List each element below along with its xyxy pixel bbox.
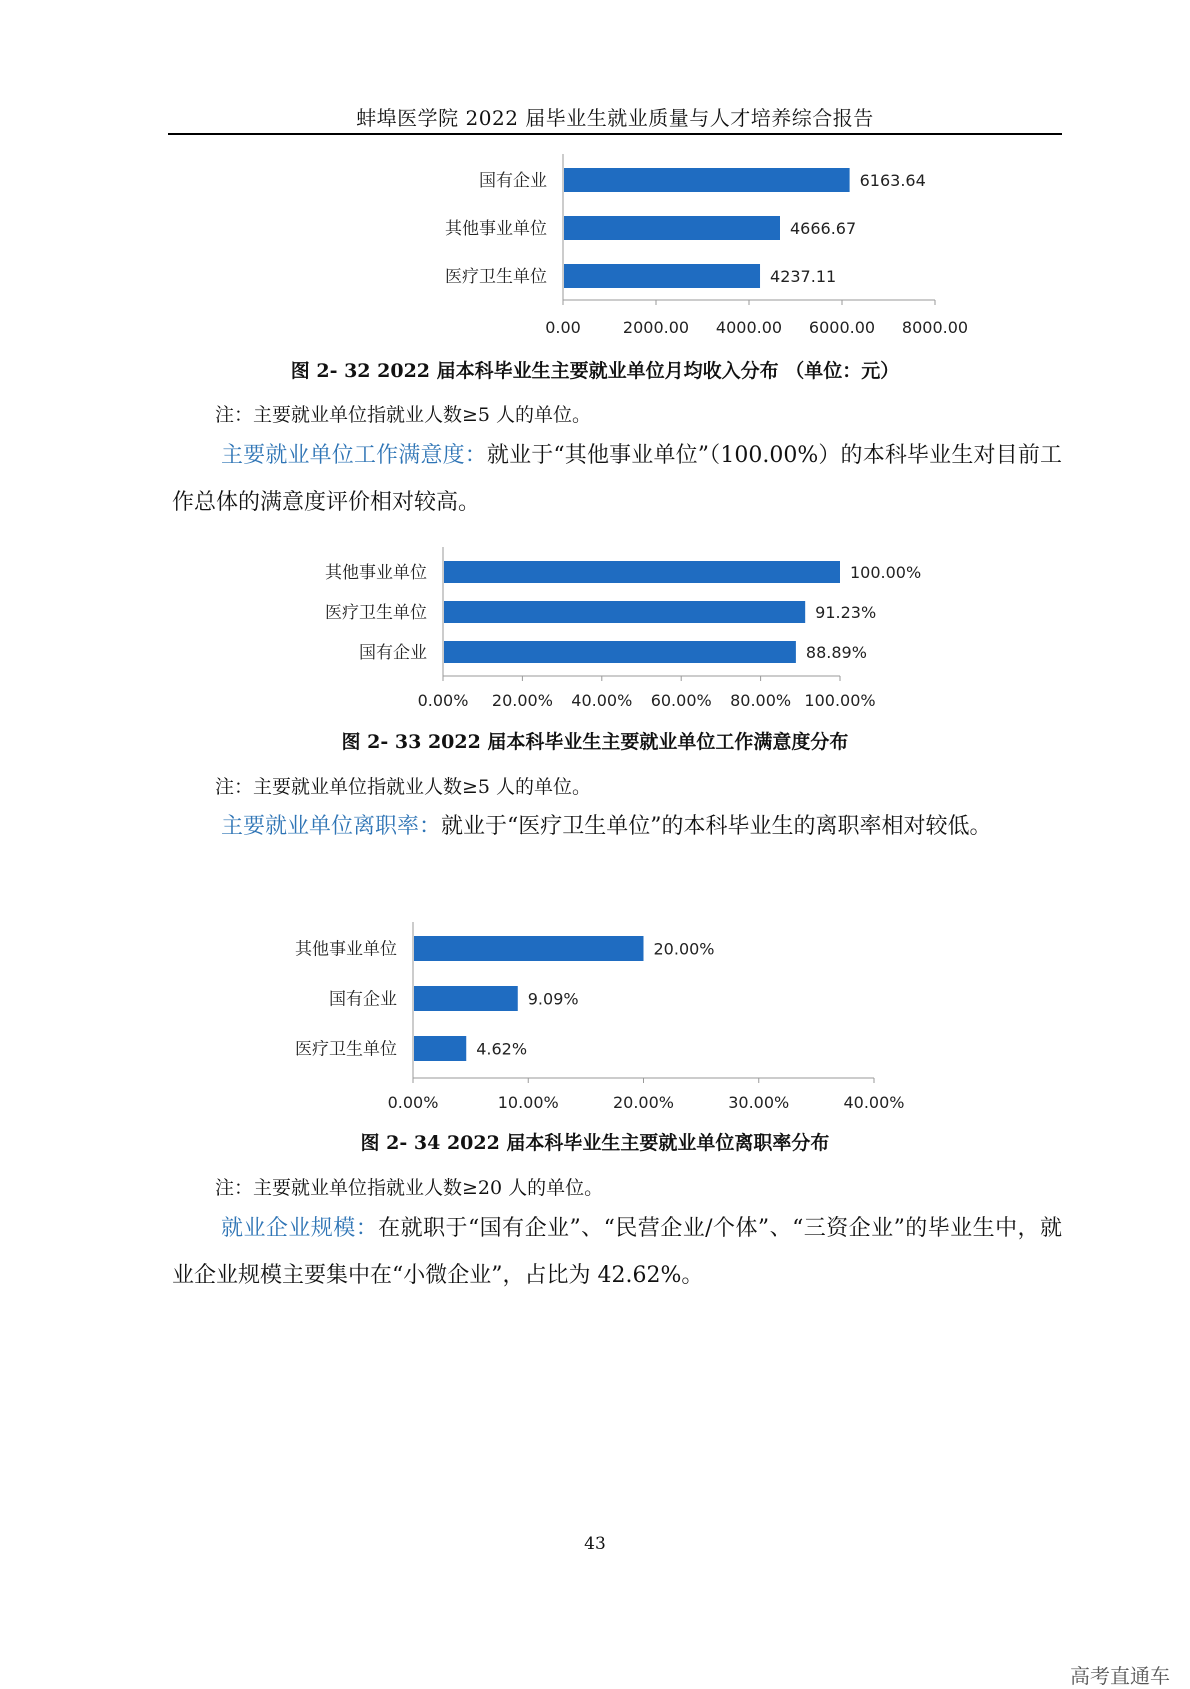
x-tick-label: 6000.00: [808, 318, 876, 337]
x-tick-label: 60.00%: [650, 691, 712, 710]
data-label: 4237.11: [770, 267, 837, 286]
x-tick-label: 0.00%: [387, 1093, 439, 1112]
figure-caption-2-33: 图 2- 33 2022 届本科毕业生主要就业单位工作满意度分布: [341, 731, 849, 753]
data-label: 6163.64: [859, 171, 926, 190]
x-tick-label: 10.00%: [497, 1093, 559, 1112]
bar: [414, 1036, 466, 1061]
data-label: 88.89%: [805, 643, 867, 662]
paragraph-satisfaction: [172, 432, 1062, 526]
page-header-title: 蚌埠医学院 2022 届毕业生就业质量与人才培养综合报告: [356, 106, 874, 130]
x-tick-label: 20.00%: [612, 1093, 675, 1112]
category-label: 其他事业单位: [445, 219, 547, 239]
x-tick-label: 2000.00: [622, 318, 690, 337]
paragraph-text: 就业于“医疗卫生单位”的本科毕业生的离职率相对较低。: [441, 814, 992, 839]
x-tick-label: 0.00%: [417, 691, 469, 710]
bar: [444, 601, 805, 623]
data-label: 100.00%: [850, 563, 922, 582]
category-label: 医疗卫生单位: [295, 1039, 397, 1060]
bar: [564, 168, 850, 192]
category-label: 医疗卫生单位: [445, 267, 547, 287]
x-tick-label: 40.00%: [571, 691, 633, 710]
paragraph-turnover: [172, 803, 1062, 850]
bar: [444, 641, 796, 663]
figure-note: 注：主要就业单位指就业人数≥20 人的单位。: [215, 1177, 604, 1199]
category-label: 其他事业单位: [295, 939, 397, 960]
category-label: 国有企业: [479, 171, 547, 191]
x-tick-label: 20.00%: [491, 691, 553, 710]
category-label: 其他事业单位: [325, 563, 427, 583]
figure-caption-2-34: 图 2- 34 2022 届本科毕业生主要就业单位离职率分布: [360, 1132, 830, 1154]
figure-caption-2-32: 图 2- 32 2022 届本科毕业生主要就业单位月均收入分布 （单位：元）: [290, 360, 900, 382]
category-label: 国有企业: [359, 643, 427, 663]
figure-note: 注：主要就业单位指就业人数≥5 人的单位。: [215, 776, 592, 798]
paragraph-lead: 主要就业单位工作满意度：: [221, 443, 487, 468]
data-label: 20.00%: [653, 939, 715, 959]
category-label: 医疗卫生单位: [325, 603, 427, 623]
x-tick-label: 0.00: [545, 318, 581, 337]
data-label: 91.23%: [815, 603, 877, 622]
bar: [414, 986, 518, 1011]
x-tick-label: 8000.00: [901, 318, 969, 337]
figure-note: 注：主要就业单位指就业人数≥5 人的单位。: [215, 404, 592, 426]
paragraph-lead: 主要就业单位离职率：: [221, 814, 442, 839]
x-tick-label: 80.00%: [730, 691, 792, 710]
bar: [444, 561, 840, 583]
x-tick-label: 100.00%: [804, 691, 876, 710]
x-tick-label: 30.00%: [728, 1093, 790, 1112]
bar: [564, 216, 780, 240]
data-label: 9.09%: [527, 989, 579, 1009]
x-tick-label: 40.00%: [843, 1093, 905, 1112]
paragraph-enterprise-size: [172, 1205, 1062, 1299]
paragraph-text: 就业于“其他事业单位”（100.00%）的本科毕业生对目前工作总体的满意度评价相对较高。: [172, 443, 1062, 515]
category-label: 国有企业: [329, 989, 397, 1010]
page-number: 43: [584, 1534, 606, 1554]
watermark: 高考直通车: [1070, 1664, 1170, 1688]
data-label: 4666.67: [790, 219, 857, 238]
data-label: 4.62%: [476, 1039, 528, 1059]
paragraph-text: 在就职于“国有企业”、“民营企业/个体”、“三资企业”的毕业生中，就业企业规模主要集中在“小微企业”，占比为 42.62%。: [172, 1216, 1062, 1288]
x-tick-label: 4000.00: [715, 318, 783, 337]
bar: [414, 936, 644, 961]
paragraph-lead: 就业企业规模：: [221, 1216, 379, 1241]
bar: [564, 264, 760, 288]
